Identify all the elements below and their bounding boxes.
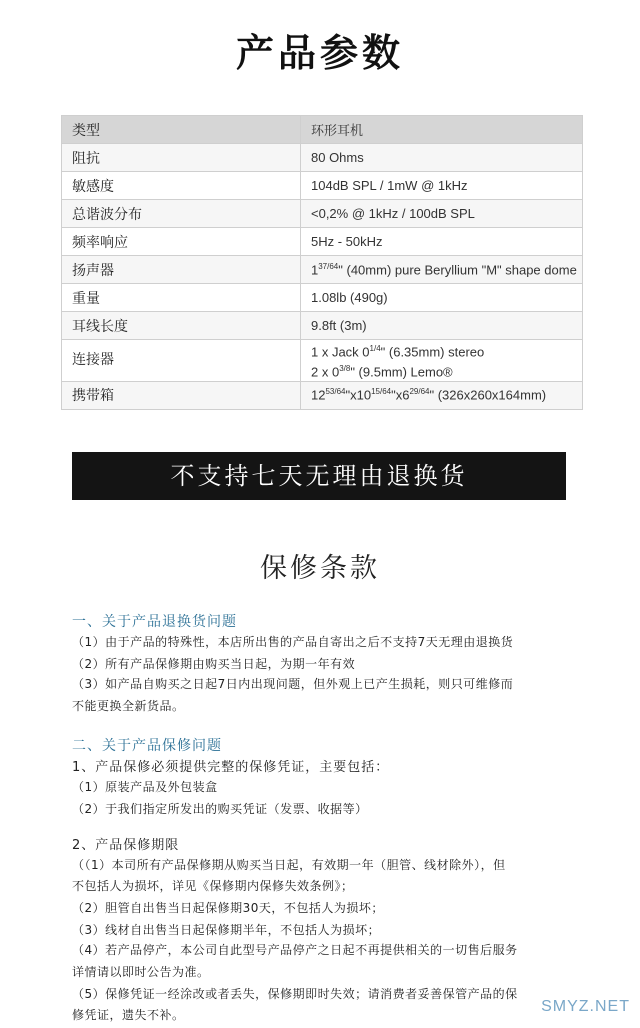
spec-value-part: 1 (311, 262, 319, 278)
spec-value: 9.8ft (3m) (301, 312, 583, 340)
subsection-heading: 1、产品保修必须提供完整的保修凭证，主要包括： (72, 760, 390, 775)
spec-value: 80 Ohms (301, 144, 583, 172)
section-line: （2）所有产品保修期由购买当日起，为期一年有效 (72, 657, 356, 671)
spec-row (62, 381, 583, 409)
spec-value-fraction: 37/64 (318, 261, 339, 271)
spec-key: 敏感度 (62, 172, 301, 200)
spec-key: 耳线长度 (62, 312, 301, 340)
spec-value: $12^{53/64}"x10^{15/64}"x6^{29/64}$" (326x260x164mm) (301, 381, 583, 409)
spec-key: 扬声器 (62, 256, 301, 284)
watermark: SMYZ.NET (541, 998, 630, 1015)
spec-value: 5Hz - 50kHz (301, 228, 583, 256)
section-line: （4）若产品停产，本公司自此型号产品停产之日起不再提供相关的一切售后服务 (72, 943, 518, 957)
spec-row (62, 172, 583, 200)
spec-value (301, 340, 583, 382)
section-heading: 一、关于产品退换货问题 (72, 614, 237, 630)
section-line: （（1）本司所有产品保修期从购买当日起，有效期一年（胆管、线材除外），但 (72, 858, 506, 872)
spec-key: 总谐波分布 (62, 200, 301, 228)
section-line: 修凭证，遗失不补。 (72, 1008, 185, 1022)
spec-key: 频率响应 (62, 228, 301, 256)
spec-row (62, 284, 583, 312)
spec-value: 环形耳机 (301, 116, 583, 144)
section-line: （3）如产品自购买之日起7日内出现问题，但外观上已产生损耗，则只可维修而 (72, 677, 514, 691)
spec-key: 阻抗 (62, 144, 301, 172)
spec-row (62, 228, 583, 256)
subsection-heading: 2、产品保修期限 (72, 838, 180, 853)
spec-row (62, 256, 583, 284)
spec-value-line: 1 x Jack $0^{1/4}$" (6.35mm) stereo (311, 344, 485, 360)
spec-row (62, 340, 583, 382)
spec-value (301, 256, 583, 284)
spec-value: 1.08lb (490g) (301, 284, 583, 312)
spec-key: 重量 (62, 284, 301, 312)
spec-key: 类型 (62, 116, 301, 144)
spec-row (62, 312, 583, 340)
spec-value: <0,2% @ 1kHz / 100dB SPL (301, 200, 583, 228)
section-line: 不包括人为损坏，详见《保修期内保修失效条例》； (72, 879, 354, 893)
spec-table (61, 115, 583, 410)
section-line: （2）胆管自出售当日起保修期30天，不包括人为损坏； (72, 901, 384, 915)
page-title: 产品参数 (235, 31, 404, 75)
spec-row (62, 200, 583, 228)
spec-key: 连接器 (62, 340, 301, 382)
spec-key: 携带箱 (62, 381, 301, 409)
spec-value-part: " (40mm) pure Beryllium "M" shape dome (338, 262, 577, 278)
section-line: （1）由于产品的特殊性，本店所出售的产品自寄出之后不支持7天无理由退换货 (72, 635, 514, 649)
section-heading: 二、关于产品保修问题 (72, 738, 222, 754)
spec-row (62, 116, 583, 144)
spec-value: 104dB SPL / 1mW @ 1kHz (301, 172, 583, 200)
no-return-banner: 不支持七天无理由退换货 (72, 452, 566, 500)
spec-value-line: 2 x $0^{3/8}$" (9.5mm) Lemo® (311, 364, 453, 380)
spec-row (62, 144, 583, 172)
warranty-title: 保修条款 (260, 553, 380, 584)
section-line: （1）原装产品及外包装盒 (72, 780, 218, 794)
section-line: （3）线材自出售当日起保修期半年，不包括人为损坏； (72, 923, 381, 937)
section-line: （5）保修凭证一经涂改或者丢失，保修期即时失效；请消费者妥善保管产品的保 (72, 987, 518, 1001)
section-line: 不能更换全新货品。 (72, 699, 185, 713)
section-line: （2）于我们指定所发出的购买凭证（发票、收据等） (72, 802, 368, 816)
section-line: 详情请以即时公告为准。 (72, 965, 210, 979)
